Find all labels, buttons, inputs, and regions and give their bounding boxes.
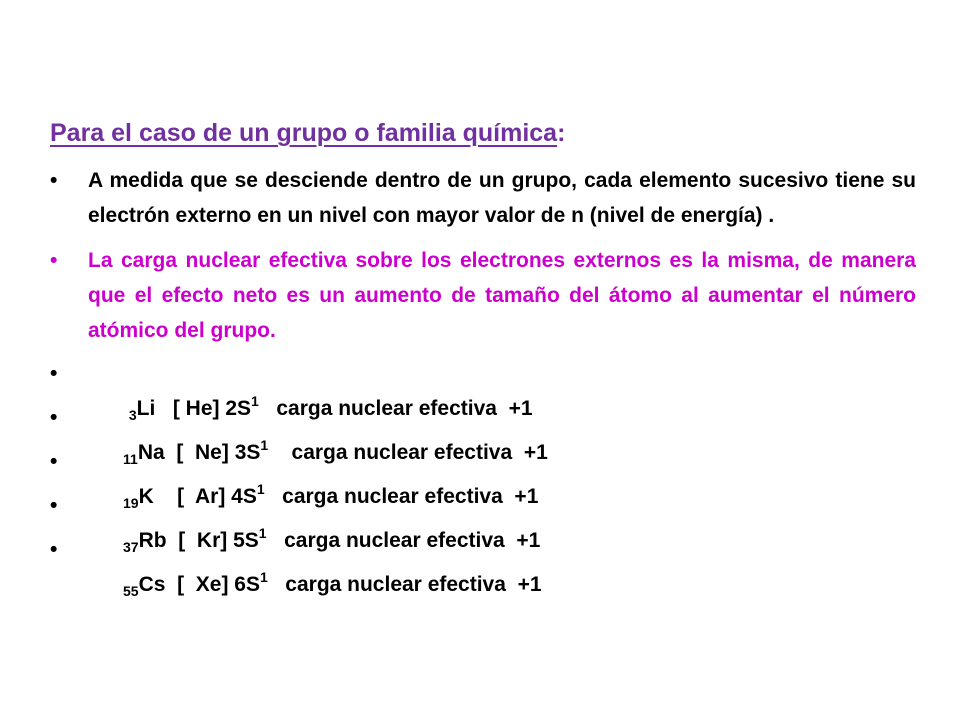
bullet-paragraph-nuclear-charge	[50, 243, 916, 348]
bullet-dot-icon: •	[50, 538, 58, 561]
bullet-dot-icon: •	[50, 494, 58, 517]
config-description: carga nuclear efectiva +1	[268, 441, 548, 464]
element-symbol: Rb	[138, 529, 167, 552]
electron-count: 1	[258, 525, 267, 541]
noble-gas-core: [ He] 2S	[155, 397, 252, 420]
paragraph-text: A medida que se desciende dentro de un grupo, cada elemento sucesivo tiene su electrón externo en un nivel con mayor valor de n (nivel de energía) .	[88, 169, 916, 227]
atomic-number: 55	[123, 583, 139, 599]
config-description: carga nuclear efectiva +1	[264, 485, 539, 508]
element-symbol: Li	[136, 397, 156, 420]
electron-count: 1	[260, 437, 269, 453]
atomic-number: 19	[123, 495, 139, 511]
element-symbol: K	[138, 485, 154, 508]
slide-heading	[50, 116, 565, 150]
atomic-number: 3	[128, 407, 137, 423]
bullet-paragraph-descent	[50, 163, 916, 233]
config-description: carga nuclear efectiva +1	[258, 397, 533, 420]
noble-gas-core: [ Ne] 3S	[164, 441, 261, 464]
config-sodium	[50, 400, 916, 467]
heading-colon: :	[557, 119, 566, 147]
bullet-dot-icon: •	[50, 450, 58, 473]
config-lithium	[50, 356, 916, 423]
bullet-dot-icon: •	[50, 169, 58, 192]
atomic-number: 11	[123, 451, 138, 467]
electron-count: 1	[259, 569, 268, 585]
noble-gas-core: [ Kr] 5S	[166, 529, 259, 552]
bullet-dot-icon: •	[50, 362, 58, 385]
bullet-list	[50, 163, 916, 599]
heading-text: Para el caso de un grupo o familia química	[50, 119, 558, 147]
element-symbol: Cs	[138, 573, 166, 596]
atomic-number: 37	[123, 539, 139, 555]
bullet-dot-icon: •	[50, 249, 58, 272]
config-description: carga nuclear efectiva +1	[267, 573, 542, 596]
noble-gas-core: [ Ar] 4S	[153, 485, 257, 508]
bullet-dot-icon: •	[50, 406, 58, 429]
noble-gas-core: [ Xe] 6S	[165, 573, 260, 596]
config-cesium	[50, 532, 916, 599]
element-symbol: Na	[137, 441, 165, 464]
electron-count: 1	[251, 393, 259, 409]
config-rubidium	[50, 488, 916, 555]
paragraph-text: La carga nuclear efectiva sobre los electrones externos es la misma, de manera que el efecto neto es un aumento de tamaño del átomo al aumentar el número atómico del grupo.	[88, 249, 916, 342]
config-description: carga nuclear efectiva +1	[266, 529, 541, 552]
electron-count: 1	[256, 481, 265, 497]
config-potassium	[50, 444, 916, 511]
